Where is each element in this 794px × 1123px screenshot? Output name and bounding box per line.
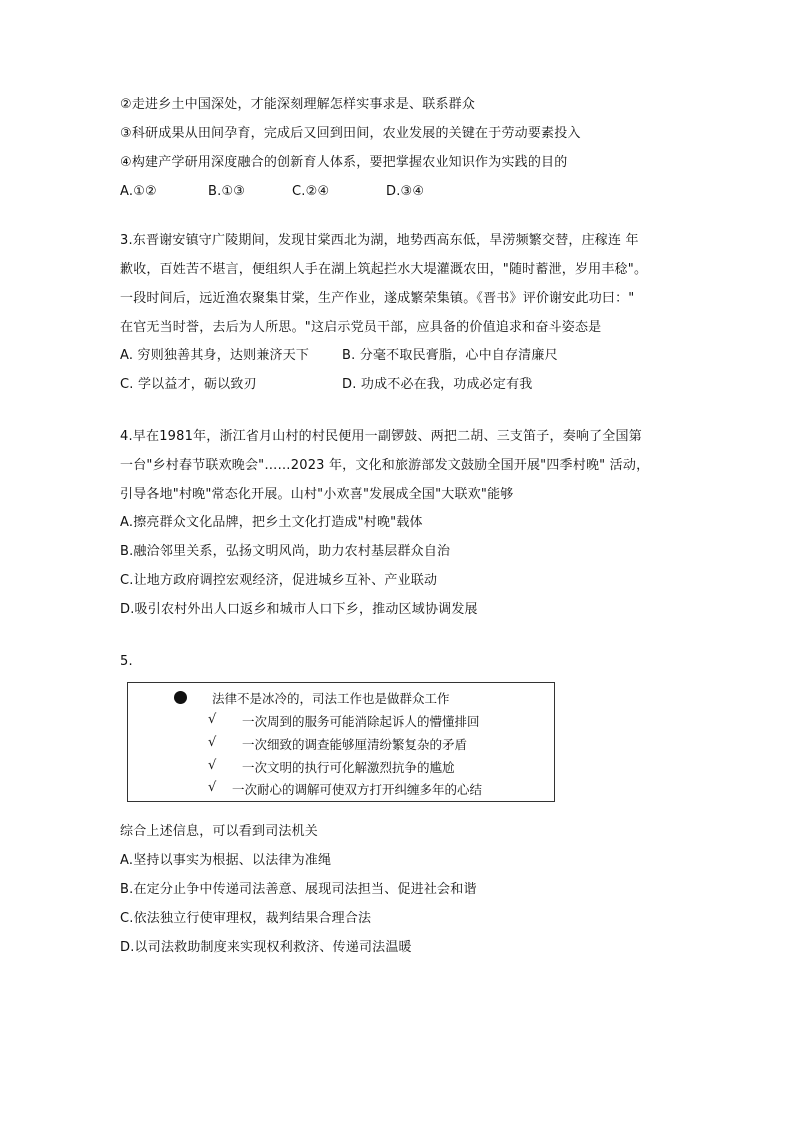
q3-option-b[interactable]: B. 分毫不取民膏脂，心中自存清廉尺 (342, 348, 558, 363)
check-icon: √ (208, 758, 217, 773)
q5-box-item-4: 一次耐心的调解可使双方打开纠缠多年的心结 (232, 782, 483, 797)
q5-box-item-1: 一次周到的服务可能消除起诉人的懵懂排回 (242, 714, 480, 729)
q5-option-c[interactable]: C.依法独立行使审理权，裁判结果合理合法 (120, 911, 372, 926)
q3-stem-line-2: 歉收，百姓苦不堪言，便组织人手在湖上筑起拦水大堤灌溉农田，"随时蓄泄，岁用丰稔"。 (120, 262, 648, 277)
q3-stem-line-3: 一段时间后，远近渔农聚集甘棠，生产作业，遂成繁荣集镇。《晋书》评价谢安此功曰：" (120, 291, 635, 306)
q5-option-d[interactable]: D.以司法救助制度来实现权利救济、传递司法温暖 (120, 940, 412, 955)
q4-stem-line-3: 引导各地"村晚"常态化开展。山村"小欢喜"发展成全国"大联欢"能够 (120, 487, 514, 502)
q3-options-row-2 (120, 377, 532, 393)
q3-option-c[interactable]: C. 学以益才，砺以致刃 (120, 377, 257, 392)
check-icon: √ (208, 735, 217, 750)
bullet-icon (174, 691, 187, 704)
q4-option-c[interactable]: C.让地方政府调控宏观经济，促进城乡互补、产业联动 (120, 573, 438, 588)
check-icon: √ (208, 780, 217, 795)
q2-statement-4: ④构建产学研用深度融合的创新育人体系，要把掌握农业知识作为实践的目的 (120, 155, 568, 170)
q5-number: 5. (120, 654, 133, 669)
q3-option-d[interactable]: D. 功成不必在我，功成必定有我 (342, 377, 533, 392)
q5-option-b[interactable]: B.在定分止争中传递司法善意、展现司法担当、促进社会和谐 (120, 882, 477, 897)
q3-stem-line-4: 在官无当时誉，去后为人所思。"这启示党员干部，应具备的价值追求和奋斗姿态是 (120, 320, 602, 335)
q2-options (120, 184, 424, 200)
q5-box-title: 法律不是冰冷的，司法工作也是做群众工作 (212, 691, 450, 706)
q4-option-a[interactable]: A.擦亮群众文化品牌，把乡土文化打造成"村晚"载体 (120, 515, 423, 530)
q4-stem-line-2: 一台"乡村春节联欢晚会"……2023 年，文化和旅游部发文鼓励全国开展"四季村晚" 活动， (120, 458, 650, 473)
q2-statement-3: ③科研成果从田间孕育，完成后又回到田间，农业发展的关键在于劳动要素投入 (120, 126, 581, 141)
q4-option-b[interactable]: B.融洽邻里关系，弘扬文明风尚，助力农村基层群众自治 (120, 544, 451, 559)
q5-stem: 综合上述信息，可以看到司法机关 (120, 824, 319, 839)
q3-option-a[interactable]: A. 穷则独善其身，达则兼济天下 (120, 348, 310, 363)
q5-option-a[interactable]: A.坚持以事实为根据、以法律为准绳 (120, 853, 332, 868)
q4-stem-line-1: 4.早在1981年，浙江省月山村的村民便用一副锣鼓、两把二胡、三支笛子，奏响了全国第 (120, 429, 642, 444)
q2-option-c[interactable]: C.②④ (292, 184, 330, 199)
q4-option-d[interactable]: D.吸引农村外出人口返乡和城市人口下乡，推动区域协调发展 (120, 602, 478, 617)
check-icon: √ (208, 712, 217, 727)
q2-option-d[interactable]: D.③④ (386, 184, 425, 199)
q5-box-item-2: 一次细致的调查能够厘清纷繁复杂的矛盾 (242, 737, 468, 752)
q5-info-box (127, 682, 555, 802)
q3-stem-line-1: 3.东晋谢安镇守广陵期间，发现甘棠西北为湖，地势西高东低，旱涝频繁交替，庄稼连 年 (120, 233, 639, 248)
q3-options-row-1 (120, 348, 558, 364)
q2-option-b[interactable]: B.①③ (208, 184, 246, 199)
q2-statement-2: ②走进乡土中国深处，才能深刻理解怎样实事求是、联系群众 (120, 97, 476, 112)
q2-option-a[interactable]: A.①② (120, 184, 157, 199)
q5-box-item-3: 一次文明的执行可化解激烈抗争的尴尬 (242, 760, 455, 775)
